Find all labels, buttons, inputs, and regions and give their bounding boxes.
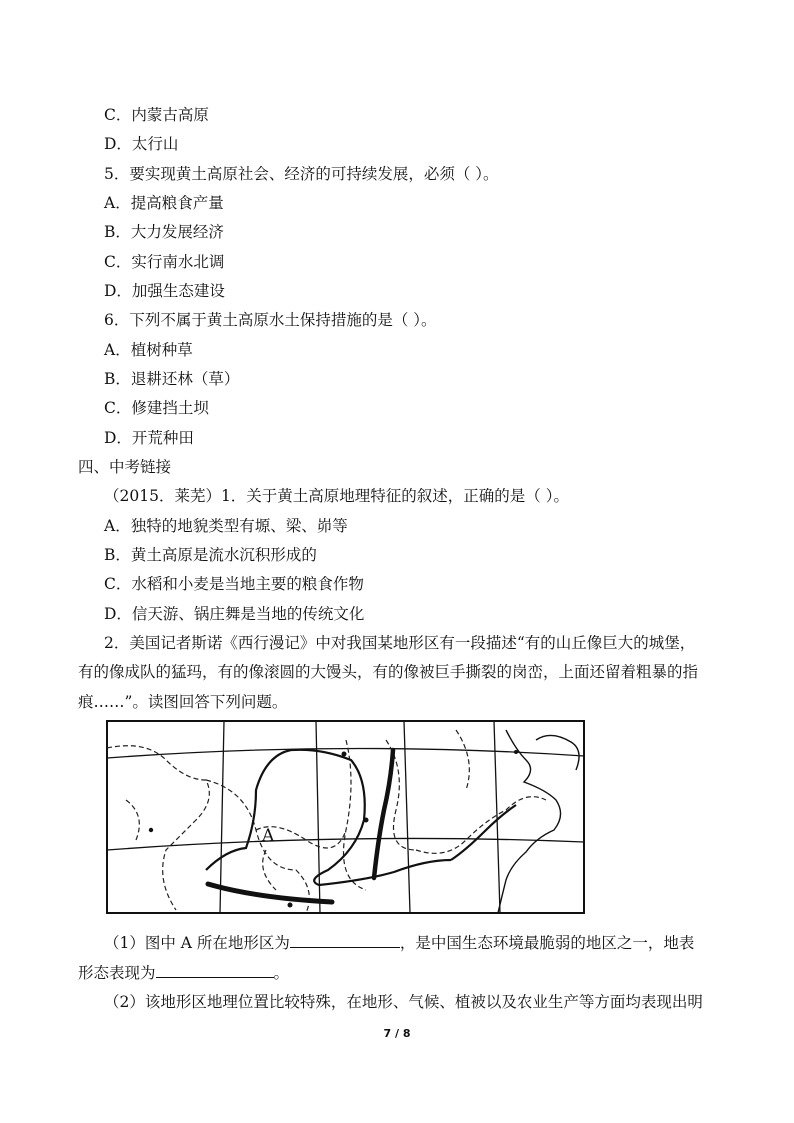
q5-option-b: B．大力发展经济 — [104, 223, 224, 241]
q6-option-c: C．修建挡土坝 — [104, 399, 209, 417]
exam-question-2-line2: 有的像成队的猛玛，有的像滚圆的大馒头，有的像被巨手撕裂的岗峦，上面还留着粗暴的指 — [78, 663, 699, 681]
question-6: 6．下列不属于黄土高原水土保持措施的是（ ）。 — [104, 311, 437, 329]
eq1-option-a: A．独特的地貌类型有塬、梁、峁等 — [104, 517, 348, 535]
exam-question-1: （2015．莱芜）1．关于黄土高原地理特征的叙述，正确的是（ ）。 — [104, 487, 569, 505]
sub-question-1-text: （1）图中 A 所在地形区为 — [104, 934, 290, 952]
answer-blank-2[interactable] — [156, 963, 274, 978]
section-heading: 四、中考链接 — [78, 458, 172, 476]
question-5: 5．要实现黄土高原社会、经济的可持续发展，必须（ ）。 — [104, 165, 499, 183]
eq1-option-d: D．信天游、锅庄舞是当地的传统文化 — [104, 605, 365, 623]
q6-option-d: D．开荒种田 — [104, 429, 194, 447]
eq1-option-b: B．黄土高原是流水沉积形成的 — [104, 546, 317, 564]
exam-question-2-line1: 2．美国记者斯诺《西行漫记》中对我国某地形区有一段描述“有的山丘像巨大的城堡， — [104, 634, 696, 652]
sub-question-1-cont — [78, 963, 289, 983]
loess-plateau-map — [106, 720, 585, 914]
option-d-taihang: D．太行山 — [104, 135, 179, 153]
exam-question-2-line3: 痕……”。读图回答下列问题。 — [78, 693, 288, 711]
point-a-label: A — [262, 826, 275, 846]
q5-option-a: A．提高粮食产量 — [104, 194, 224, 212]
page-number: 7 / 8 — [383, 1027, 411, 1040]
sub-question-1-text-end: ，是中国生态环境最脆弱的地区之一，地表 — [399, 934, 695, 952]
answer-blank-1[interactable] — [290, 933, 400, 948]
option-c-inner-mongolia: C．内蒙古高原 — [104, 106, 209, 124]
eq1-option-c: C．水稻和小麦是当地主要的粮食作物 — [104, 575, 364, 593]
landform-prompt: 形态表现为 — [78, 964, 156, 982]
sub-question-1 — [104, 933, 694, 953]
sub-question-2: （2）该地形区地理位置比较特殊，在地形、气候、植被以及农业生产等方面均表现出明 — [104, 993, 703, 1011]
q5-option-d: D．加强生态建设 — [104, 282, 225, 300]
q5-option-c: C．实行南水北调 — [104, 253, 225, 271]
q6-option-b: B．退耕还林（草） — [104, 370, 240, 388]
q6-option-a: A．植树种草 — [104, 341, 193, 359]
landform-prompt-end: 。 — [273, 964, 290, 982]
